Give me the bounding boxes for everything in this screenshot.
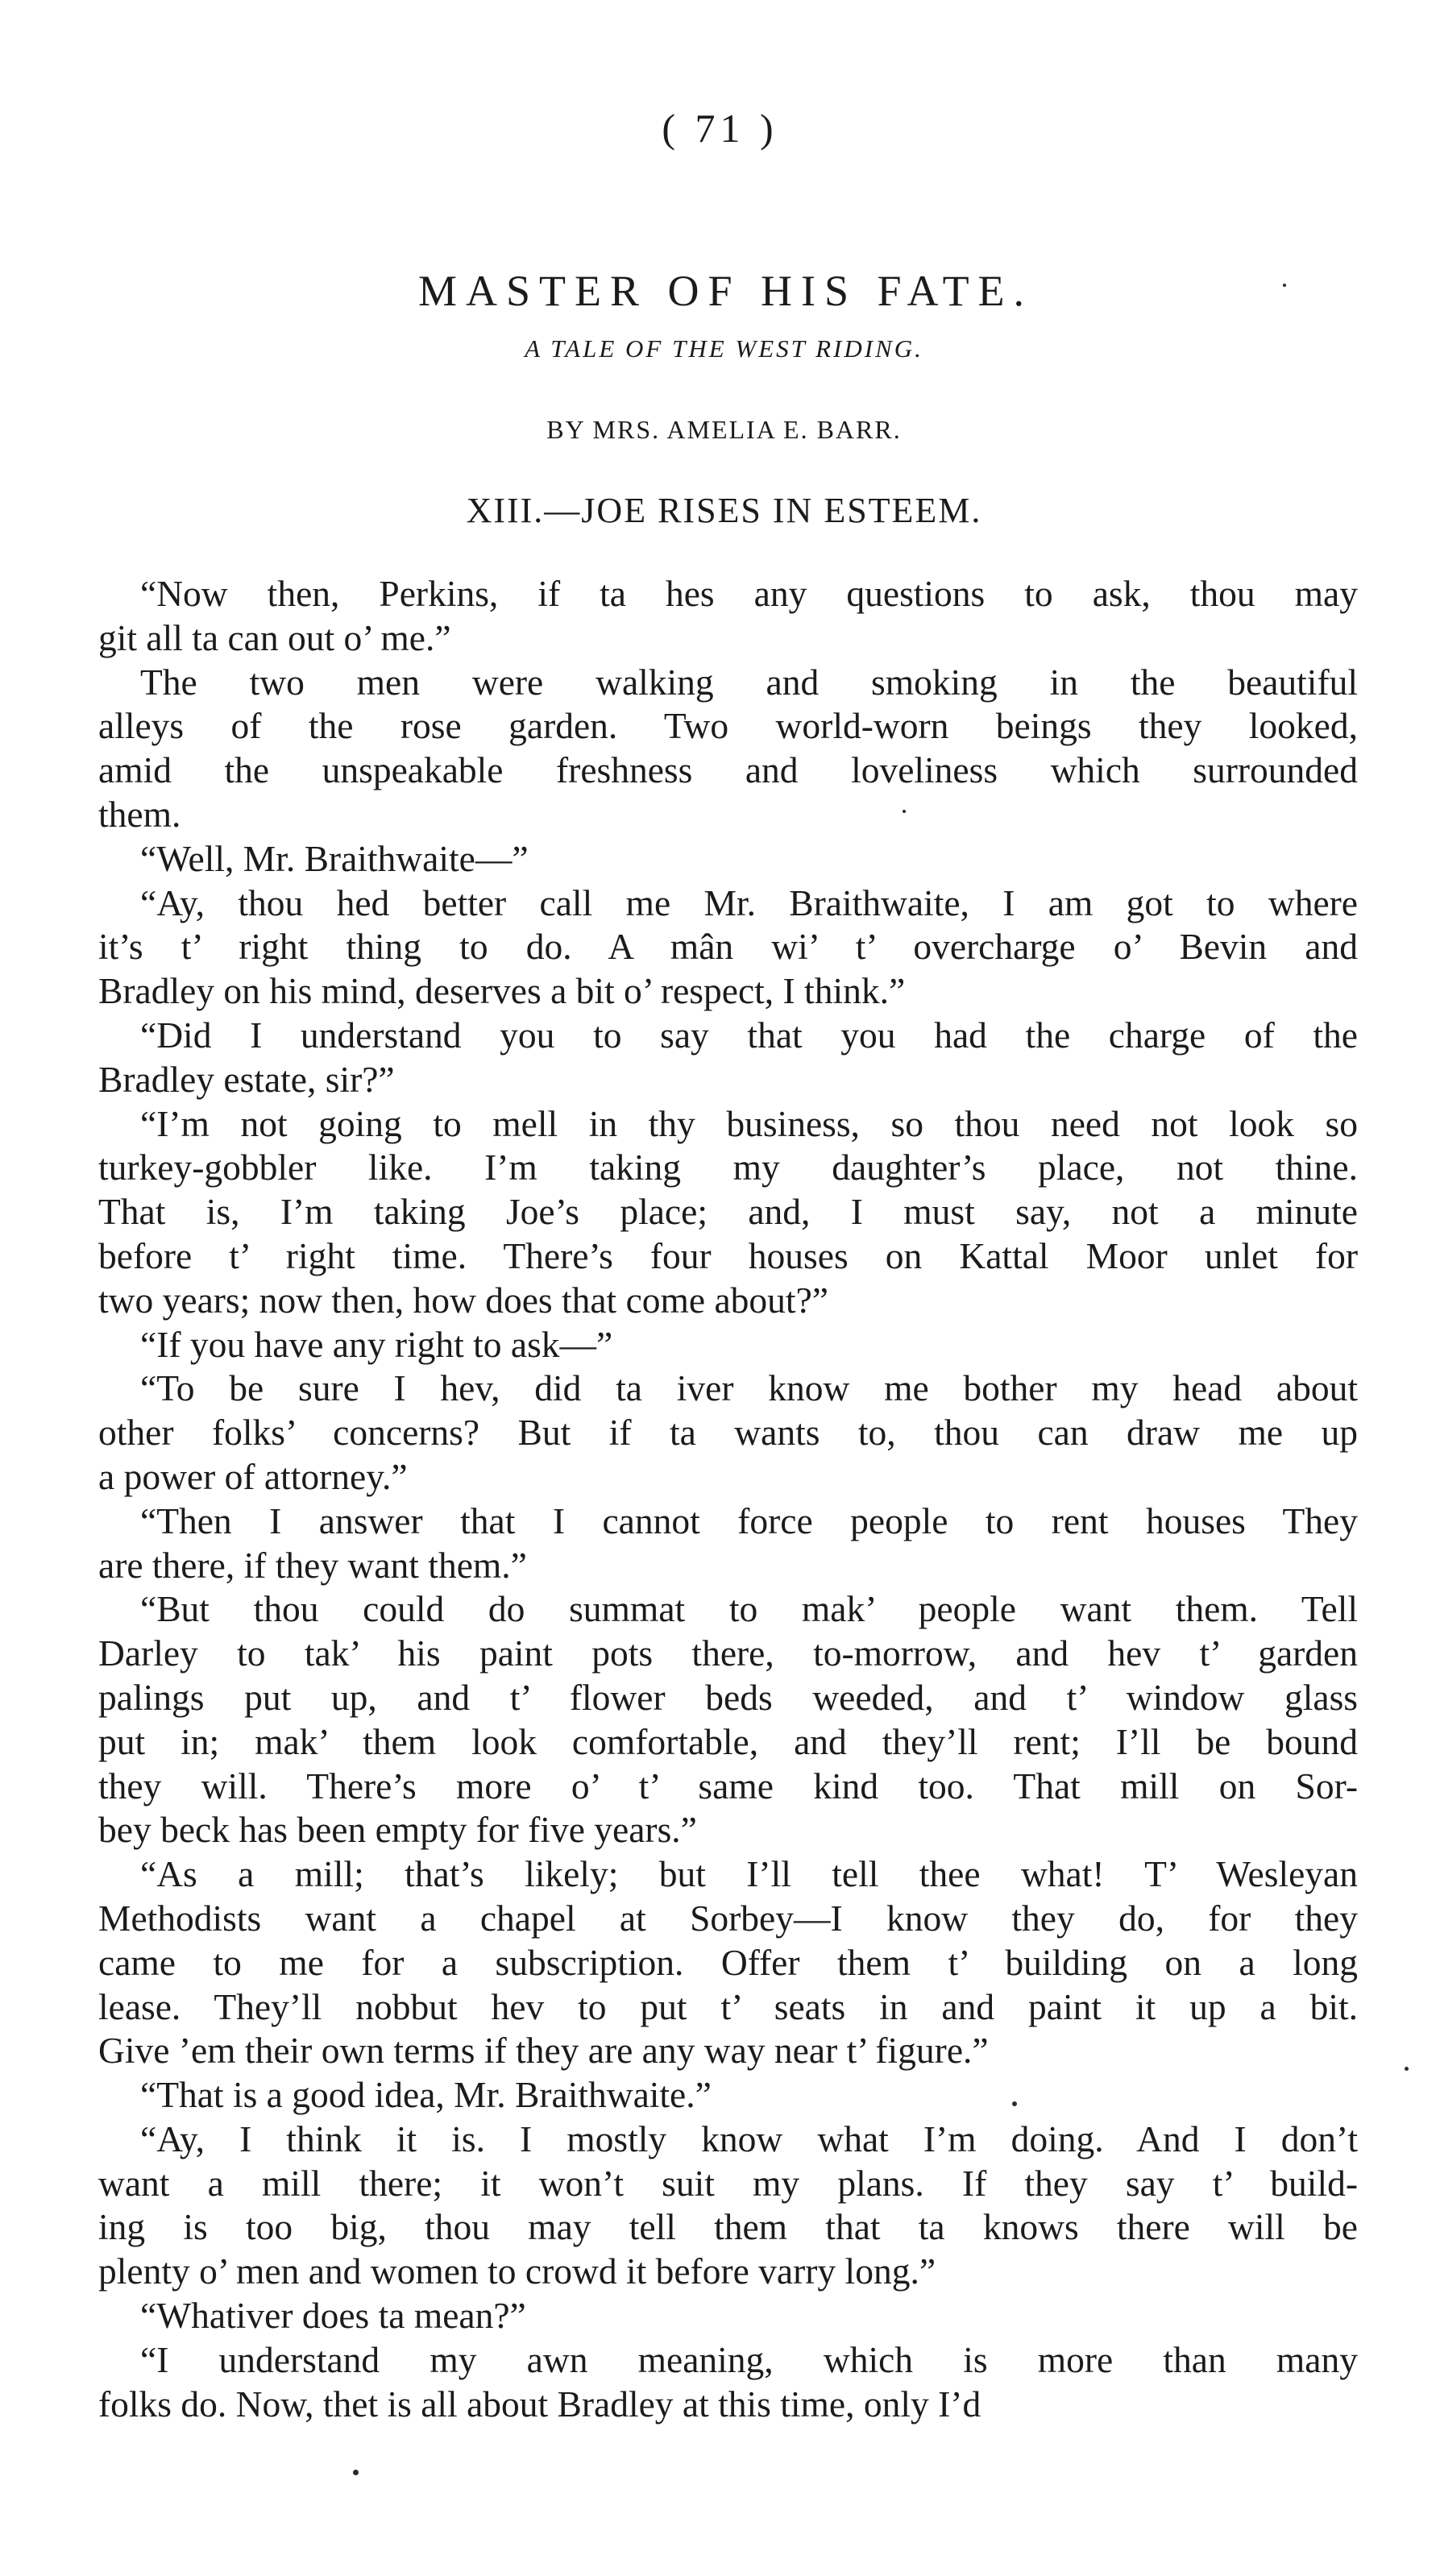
paragraph [98, 1014, 1358, 1102]
text-line: alleys of the rose garden. Two world-worn beings they looked, [98, 705, 1358, 747]
text-line: “I understand my awn meaning, which is more than many [140, 2338, 1358, 2380]
paragraph [98, 2073, 1358, 2118]
paragraph [98, 2338, 1358, 2427]
print-speck [1283, 284, 1286, 287]
text-line: other folks’ concerns? But if ta wants to, thou can draw me up [98, 1412, 1358, 1454]
text-line: want a mill there; it won’t suit my plans. If they say t’ build- [98, 2162, 1358, 2204]
text-line: are there, if they want them.” [98, 1544, 527, 1586]
print-speck [353, 2470, 359, 2475]
print-speck [1012, 2101, 1017, 2106]
paragraph [98, 661, 1358, 837]
text-line: “Did I understand you to say that you had the charge of the [140, 1014, 1358, 1056]
text-line: “But thou could do summat to mak’ people want them. Tell [140, 1588, 1358, 1630]
text-line: bey beck has been empty for five years.” [98, 1809, 697, 1851]
story-subtitle: A TALE OF THE WEST RIDING. [525, 334, 923, 363]
text-line: That is, I’m taking Joe’s place; and, I must say, not a minute [98, 1191, 1358, 1233]
text-line: “I’m not going to mell in thy business, so thou need not look so [140, 1102, 1358, 1144]
text-line: “Now then, Perkins, if ta hes any questions to ask, thou may [140, 573, 1358, 614]
text-line: two years; now then, how does that come about?” [98, 1279, 828, 1321]
text-line: “Ay, thou hed better call me Mr. Braithwaite, I am got to where [140, 881, 1358, 923]
text-line: Methodists want a chapel at Sorbey—I know they do, for they [98, 1897, 1358, 1939]
text-line: came to me for a subscription. Offer them t’ building on a long [98, 1941, 1358, 1983]
text-line: amid the unspeakable freshness and loveliness which surrounded [98, 749, 1358, 791]
paragraph [98, 881, 1358, 1014]
paragraph [98, 1852, 1358, 2073]
story-title: MASTER OF HIS FATE. [417, 267, 1034, 315]
paragraph [98, 2294, 1358, 2338]
paragraph [98, 1500, 1358, 1588]
paragraph [98, 572, 1358, 661]
text-line: ing is too big, thou may tell them that ta knows there will be [98, 2206, 1358, 2248]
text-line: folks do. Now, thet is all about Bradley at this time, only I’d [98, 2383, 981, 2425]
text-line: plenty o’ men and women to crowd it before varry long.” [98, 2250, 936, 2292]
paragraph [98, 1102, 1358, 1323]
text-line: lease. They’ll nobbut hev to put t’ seats in and paint it up a bit. [98, 1985, 1358, 2027]
paragraph [98, 1367, 1358, 1499]
text-line: it’s t’ right thing to do. A mân wi’ t’ overcharge o’ Bevin and [98, 926, 1358, 968]
text-line: Darley to tak’ his paint pots there, to-morrow, and hev t’ garden [98, 1632, 1358, 1674]
text-line: Bradley estate, sir?” [98, 1058, 395, 1100]
paragraph [98, 2118, 1358, 2294]
text-line: “To be sure I hev, did ta iver know me bother my head about [140, 1367, 1358, 1409]
text-line: “Ay, I think it is. I mostly know what I’m doing. And I don’t [140, 2118, 1358, 2159]
print-speck [903, 810, 906, 813]
text-line: “If you have any right to ask—” [140, 1323, 613, 1365]
text-line: them. [98, 793, 181, 835]
chapter-heading: XIII.—JOE RISES IN ESTEEM. [466, 491, 982, 530]
text-line: before t’ right time. There’s four houses on Kattal Moor unlet for [98, 1234, 1358, 1276]
text-line: Give ’em their own terms if they are any way near t’ figure.” [98, 2030, 989, 2072]
text-line: “Whativer does ta mean?” [140, 2295, 526, 2337]
paragraph [98, 1587, 1358, 1852]
text-line: “That is a good idea, Mr. Braithwaite.” [140, 2074, 712, 2116]
text-line: turkey-gobbler like. I’m taking my daughter’s place, not thine. [98, 1147, 1358, 1188]
author-byline: BY MRS. AMELIA E. BARR. [546, 415, 902, 444]
paragraph [98, 1323, 1358, 1367]
text-line: “Well, Mr. Braithwaite—” [140, 837, 529, 879]
page-number: ( 71 ) [662, 106, 778, 151]
paragraph [98, 837, 1358, 881]
text-line: a power of attorney.” [98, 1455, 408, 1497]
text-line: put in; mak’ them look comfortable, and they’ll rent; I’ll be bound [98, 1720, 1358, 1762]
text-line: “Then I answer that I cannot force people to rent houses They [140, 1500, 1358, 1541]
text-line: “As a mill; that’s likely; but I’ll tell thee what! T’ Wesleyan [140, 1853, 1358, 1895]
text-line: The two men were walking and smoking in the beautiful [140, 661, 1358, 703]
text-line: git all ta can out o’ me.” [98, 616, 451, 658]
text-line: palings put up, and t’ flower beds weeded, and t’ window glass [98, 1676, 1358, 1718]
print-speck [1405, 2067, 1409, 2071]
text-line: Bradley on his mind, deserves a bit o’ respect, I think.” [98, 970, 906, 1012]
body-text [98, 572, 1358, 2426]
text-line: they will. There’s more o’ t’ same kind too. That mill on Sor- [98, 1765, 1358, 1807]
